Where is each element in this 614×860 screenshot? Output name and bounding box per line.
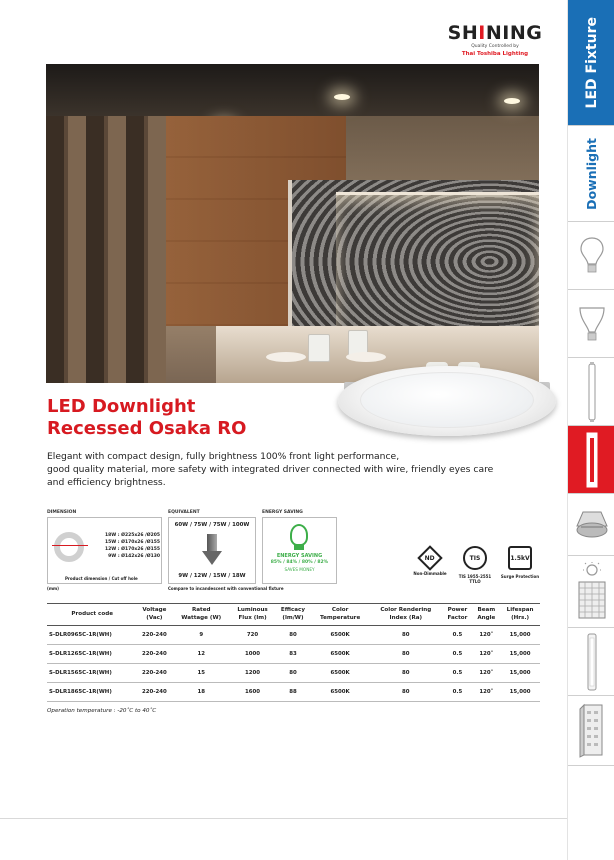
tab-led-fixture-label: LED Fixture [583, 16, 600, 109]
column-header: Color Rendering Index (Ra) [369, 604, 442, 626]
energy-bulb-icon [290, 524, 308, 546]
table-cell: 9 [172, 626, 230, 645]
table-cell: 12 [172, 645, 230, 664]
cert-label: Non-Dimmable [413, 571, 447, 576]
arrow-down-icon [202, 534, 222, 566]
table-cell: 15,000 [500, 626, 540, 645]
dimension-size: 18W : Ø225x26 /Ø205 [105, 533, 160, 538]
column-header: Efficacy (lm/W) [275, 604, 311, 626]
table-row [47, 626, 540, 645]
table-cell: 220-240 [136, 626, 172, 645]
brand-tagline: Quality Controlled by [471, 44, 519, 49]
column-header: Luminous Flux (lm) [230, 604, 275, 626]
spec-table [47, 603, 540, 702]
equivalent-to: 9W / 12W / 15W / 18W [178, 573, 246, 579]
surge-protection-badge [498, 546, 542, 579]
dimension-panel [47, 510, 160, 591]
dimension-sizes [98, 532, 160, 560]
dimension-size: 15W : Ø170x26 /Ø155 [105, 540, 160, 545]
table-cell: 1600 [230, 683, 275, 702]
tab-downlight-label: Downlight [584, 137, 599, 210]
sidebar-item-reflector[interactable] [568, 290, 614, 358]
tab-led-fixture[interactable] [568, 0, 614, 126]
table-cell: 80 [369, 626, 442, 645]
column-header: Voltage (Vac) [136, 604, 172, 626]
dimension-size: 9W : Ø142x26 /Ø130 [108, 554, 160, 559]
table-cell: 120˚ [473, 664, 501, 683]
non-dimmable-icon: ND [417, 545, 442, 570]
table-cell: S-DLR0965C-1R(WH) [47, 626, 136, 645]
table-cell: S-DLR1565C-1R(WH) [47, 664, 136, 683]
tube-icon [587, 362, 597, 422]
energy-saving-caption: SAVES MONEY [284, 567, 315, 572]
table-cell: 720 [230, 626, 275, 645]
column-header: Product code [47, 604, 136, 626]
hero-photo [46, 64, 539, 383]
product-title [47, 396, 347, 440]
column-header: Rated Wattage (W) [172, 604, 230, 626]
table-cell: 80 [275, 664, 311, 683]
sidebar-item-emergency[interactable] [568, 696, 614, 766]
dimension-note: Product dimension / Cut off hole [65, 576, 138, 581]
description-line: and efficiency brightness. [47, 477, 166, 488]
table-cell: 15,000 [500, 645, 540, 664]
downlight-ring-icon [54, 532, 84, 562]
dimension-box [47, 517, 162, 584]
table-cell: 120˚ [473, 626, 501, 645]
footer-divider [0, 818, 567, 819]
table-cell: 6500K [311, 645, 369, 664]
column-header: Beam Angle [473, 604, 501, 626]
sidebar-item-tube[interactable] [568, 358, 614, 426]
floodlight-icon [575, 562, 609, 622]
table-cell: 80 [369, 664, 442, 683]
table-cell: 15,000 [500, 664, 540, 683]
emergency-panel-icon [578, 703, 606, 759]
equivalent-note: Compare to incandescent with conventional fixture [168, 586, 284, 591]
equivalent-label: EQUIVALENT [168, 510, 200, 515]
cert-label: TIS 1955-2551 TTLO [458, 574, 492, 584]
table-cell: 6500K [311, 664, 369, 683]
category-sidebar [567, 0, 614, 860]
table-cell: 6500K [311, 626, 369, 645]
table-cell: 1200 [230, 664, 275, 683]
description-line: good quality material, more safety with integrated driver connected with wire, friendly eyes care [47, 464, 494, 475]
dimension-line [52, 545, 88, 546]
cert-label: Surge Protection [500, 574, 540, 579]
highbay-icon [575, 508, 609, 542]
tis-certification-badge [455, 546, 495, 584]
table-cell: 1000 [230, 645, 275, 664]
sidebar-item-tube-fixture[interactable] [568, 628, 614, 696]
table-cell: 220-240 [136, 664, 172, 683]
sidebar-item-highbay[interactable] [568, 494, 614, 556]
dimension-size: 12W : Ø170x26 /Ø155 [105, 547, 160, 552]
surge-protection-icon: 1.5kV [508, 546, 532, 570]
energy-saving-percents: 85% / 84% / 80% / 82% [270, 560, 329, 565]
bulb-reflector-icon [578, 304, 606, 344]
brand-logo [440, 22, 550, 58]
tab-downlight[interactable] [568, 126, 614, 222]
table-row [47, 664, 540, 683]
table-cell: 120˚ [473, 683, 501, 702]
table-cell: 88 [275, 683, 311, 702]
table-cell: 220-240 [136, 645, 172, 664]
energy-saving-panel [262, 510, 329, 572]
energy-bulb-base [294, 545, 304, 550]
product-title-line-1: LED Downlight [47, 396, 196, 417]
table-cell: 0.5 [442, 683, 472, 702]
column-header: Power Factor [442, 604, 472, 626]
sidebar-item-floodlight[interactable] [568, 556, 614, 628]
sidebar-item-bulb[interactable] [568, 222, 614, 290]
table-cell: S-DLR1265C-1R(WH) [47, 645, 136, 664]
brand-name: SHINING [447, 22, 543, 44]
recessed-fixture-icon [586, 432, 598, 488]
non-dimmable-badge [410, 546, 450, 576]
brand-company: Thai Toshiba Lighting [461, 51, 529, 57]
table-cell: 6500K [311, 683, 369, 702]
product-description [47, 450, 547, 489]
column-header: Color Temperature [311, 604, 369, 626]
equivalent-from: 60W / 75W / 75W / 100W [174, 522, 250, 528]
table-cell: 80 [369, 645, 442, 664]
bulb-a-icon [579, 236, 605, 276]
table-cell: 18 [172, 683, 230, 702]
tube-fixture-icon [587, 632, 597, 692]
table-cell: 220-240 [136, 683, 172, 702]
table-cell: 80 [275, 626, 311, 645]
downlight-product-image [338, 352, 556, 448]
product-title-line-2: Recessed Osaka RO [47, 418, 247, 439]
table-row [47, 645, 540, 664]
table-cell: 83 [275, 645, 311, 664]
table-row [47, 683, 540, 702]
sidebar-item-recessed[interactable] [568, 426, 614, 494]
dimension-unit: (mm) [47, 586, 59, 591]
table-cell: 120˚ [473, 645, 501, 664]
energy-saving-title: ENERGY SAVING [276, 553, 323, 559]
table-cell: 80 [369, 683, 442, 702]
table-header-row [47, 604, 540, 626]
table-cell: 15,000 [500, 683, 540, 702]
table-cell: 0.5 [442, 645, 472, 664]
energy-saving-label: ENERGY SAVING [262, 510, 303, 515]
column-header: Lifespan (Hrs.) [500, 604, 540, 626]
table-cell: 15 [172, 664, 230, 683]
operation-temperature: Operation temperature : -20˚C to 40˚C [47, 708, 157, 714]
table-cell: S-DLR1865C-1R(WH) [47, 683, 136, 702]
tis-certification-icon: TIS [463, 546, 487, 570]
table-cell: 0.5 [442, 664, 472, 683]
description-line: Elegant with compact design, fully brightness 100% front light performance, [47, 451, 400, 462]
table-cell: 0.5 [442, 626, 472, 645]
dimension-label: DIMENSION [47, 510, 77, 515]
